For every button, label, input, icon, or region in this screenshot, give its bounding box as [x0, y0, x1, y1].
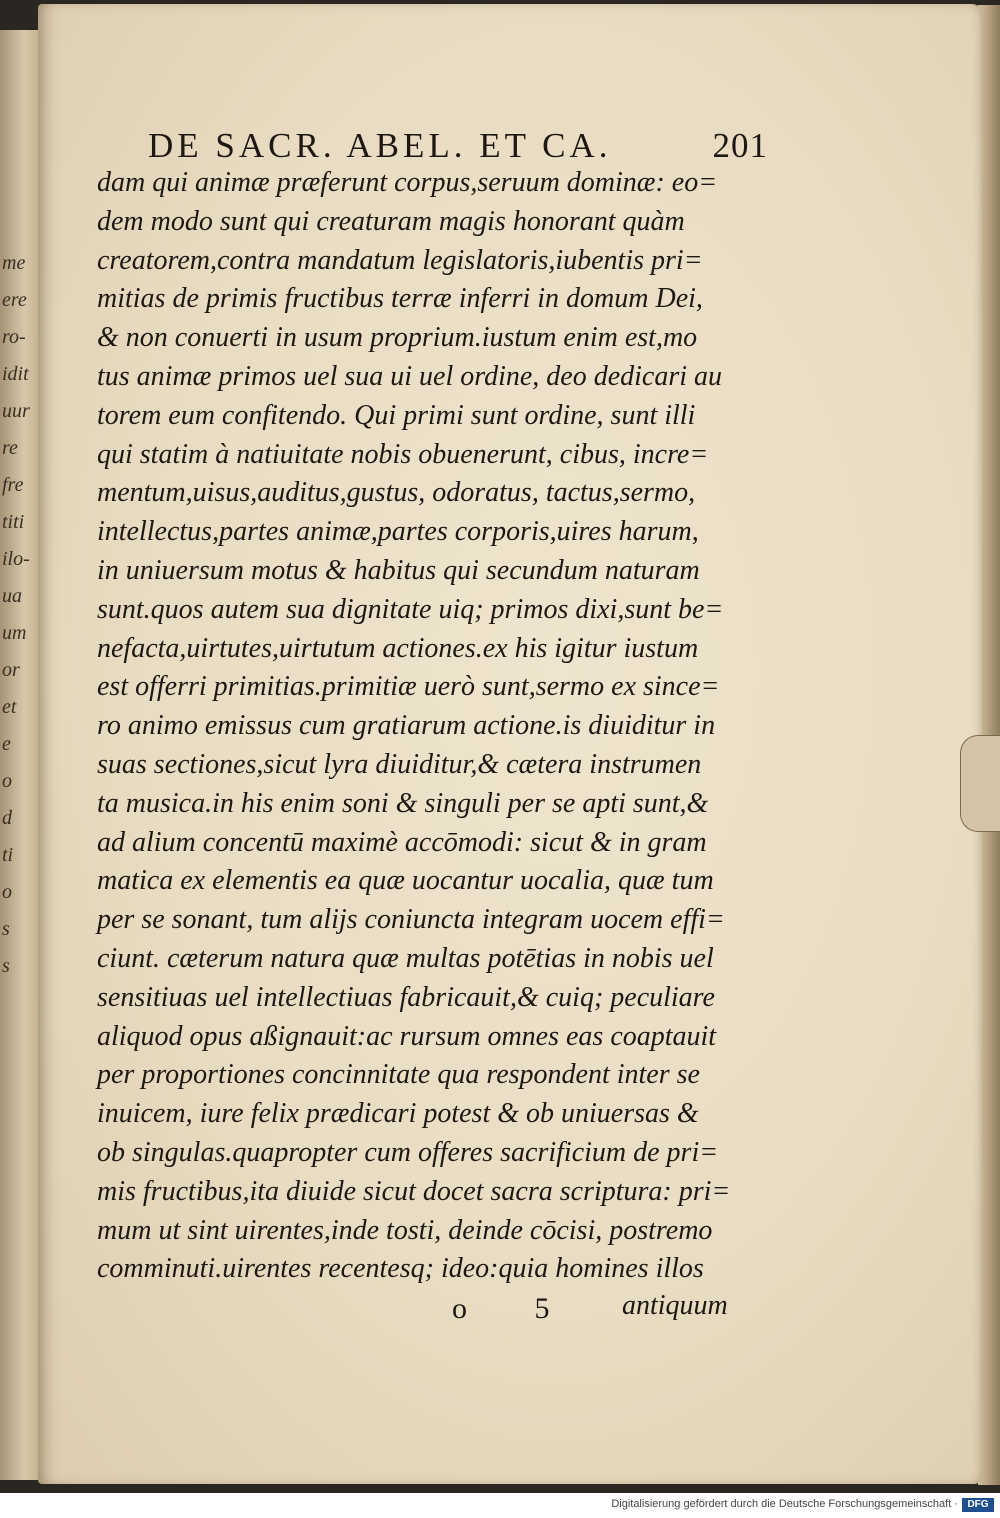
- facing-page-fragment: s: [2, 955, 10, 977]
- text-line: dam qui animæ præferunt corpus,seruum dominæ: eo=: [97, 167, 718, 198]
- folio-number: 201: [712, 126, 768, 165]
- text-line: per se sonant, tum alijs coniuncta integram uocem effi=: [97, 904, 725, 936]
- facing-page-fragment: me: [2, 252, 26, 274]
- text-line: ad alium concentū maximè accōmodi: sicut & in gram: [97, 826, 707, 858]
- facing-page-fragment: ua: [2, 585, 22, 607]
- running-head-title: DE SACR. ABEL. ET CA.: [148, 126, 612, 165]
- catchword: antiquum: [622, 1290, 728, 1321]
- facing-page-fragment: o: [2, 770, 12, 792]
- facing-page-fragment: ere: [2, 289, 27, 311]
- text-line: mum ut sint uirentes,inde tosti, deinde cōcisi, postremo: [97, 1214, 713, 1246]
- facing-page-edge: [0, 30, 40, 1480]
- dfg-logo: DFG: [962, 1498, 994, 1512]
- text-line: & non conuerti in usum proprium.iustum enim est,mo: [97, 322, 698, 354]
- text-line: comminuti.uirentes recentesq; ideo:quia homines illos: [97, 1253, 704, 1285]
- facing-page-fragment: or: [2, 659, 20, 681]
- text-line: intellectus,partes animæ,partes corporis,uires harum,: [97, 516, 699, 548]
- text-line: est offerri primitias.primitiæ uerò sunt,sermo ex since=: [97, 671, 720, 703]
- facing-page-fragment: ti: [2, 844, 14, 866]
- facing-page-fragment: fre: [2, 474, 24, 496]
- page-tab: [960, 735, 1000, 832]
- text-line: mis fructibus,ita diuide sicut docet sacra scriptura: pri=: [97, 1175, 731, 1207]
- text-line: tus animæ primos uel sua ui uel ordine, deo dedicari au: [97, 360, 723, 392]
- facing-page-fragment: uur: [2, 400, 30, 422]
- text-line: dem modo sunt qui creaturam magis honorant quàm: [97, 205, 685, 237]
- facing-page-fragment: et: [2, 696, 17, 718]
- text-line: ob singulas.quapropter cum offeres sacrificium de pri=: [97, 1136, 719, 1168]
- text-line: inuicem, iure felix prædicari potest & ob uniuersas &: [97, 1098, 699, 1130]
- body-text: [97, 164, 777, 1289]
- facing-page-fragment: re: [2, 437, 18, 459]
- text-line: ciunt. cæterum natura quæ multas potētias in nobis uel: [97, 942, 714, 974]
- footer: [0, 1493, 1000, 1518]
- text-line: torem eum confitendo. Qui primi sunt ordine, sunt illi: [97, 399, 696, 431]
- footer-credit: Digitalisierung gefördert durch die Deutsche Forschungsgemeinschaft ·: [611, 1498, 958, 1510]
- text-line: aliquod opus aßignauit:ac rursum omnes eas coaptauit: [97, 1020, 717, 1052]
- text-line: creatorem,contra mandatum legislatoris,iubentis pri=: [97, 244, 703, 276]
- facing-page-fragments: [2, 245, 38, 985]
- text-line: mitias de primis fructibus terræ inferri in domum Dei,: [97, 283, 703, 315]
- facing-page-fragment: ro-: [2, 326, 26, 348]
- facing-page-fragment: idit: [2, 363, 29, 385]
- text-line: ta musica.in his enim soni & singuli per se apti sunt,&: [97, 787, 709, 819]
- facing-page-fragment: s: [2, 918, 10, 940]
- text-line: nefacta,uirtutes,uirtutum actiones.ex his igitur iustum: [97, 632, 699, 664]
- text-line: suas sectiones,sicut lyra diuiditur,& cætera instrumen: [97, 748, 702, 780]
- facing-page-fragment: o: [2, 881, 12, 903]
- text-line: sunt.quos autem sua dignitate uiq; primos dixi,sunt be=: [97, 593, 724, 625]
- text-line: qui statim à natiuitate nobis obuenerunt, cibus, incre=: [97, 438, 709, 470]
- text-line: in uniuersum motus & habitus qui secundum naturam: [97, 554, 700, 586]
- text-line: ro animo emissus cum gratiarum actione.is diuiditur in: [97, 710, 716, 742]
- facing-page-fragment: titi: [2, 511, 25, 533]
- facing-page-fragment: d: [2, 807, 12, 829]
- text-line: per proportiones concinnitate qua respondent inter se: [97, 1059, 700, 1091]
- facing-page-fragment: e: [2, 733, 11, 755]
- signature-mark: o 5: [452, 1292, 580, 1325]
- facing-page-fragment: ilo-: [2, 548, 30, 570]
- facing-page-fragment: um: [2, 622, 27, 644]
- text-line: mentum,uisus,auditus,gustus, odoratus, tactus,sermo,: [97, 477, 696, 509]
- text-line: matica ex elementis ea quæ uocantur uocalia, quæ tum: [97, 865, 714, 897]
- text-line: sensitiuas uel intellectiuas fabricauit,& cuiq; peculiare: [97, 981, 715, 1013]
